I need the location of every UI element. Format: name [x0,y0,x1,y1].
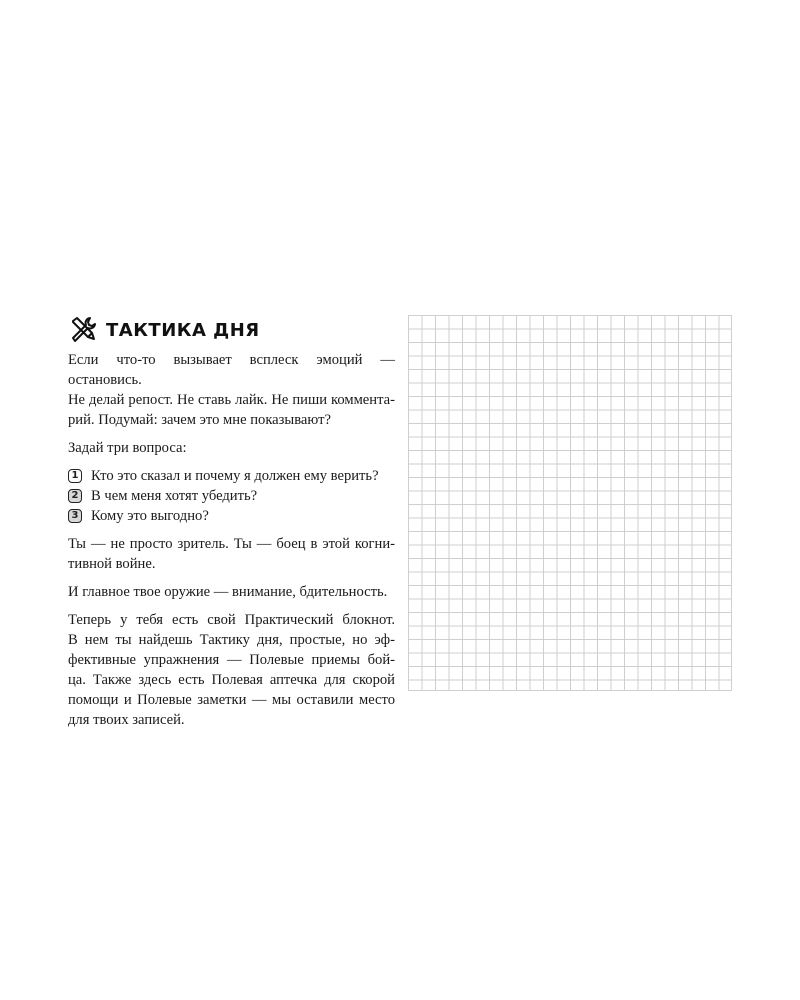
tools-icon [68,315,98,345]
number-two-icon: 2 [68,489,82,503]
intro-paragraph: Если что-то вызывает всплеск эмоций — остановись. Не делай репост. Не ставь лайк. Не пиши коммента- рий. Подумай: зачем это мне показывают? [68,352,395,428]
question-text: Кто это сказал и почему я должен ему верить? [91,468,379,484]
list-item [68,486,395,506]
questions-list [68,466,395,526]
section-heading [68,312,395,348]
fighter-paragraph: Ты — не просто зритель. Ты — боец в этой когни- тивной войне. [68,536,395,572]
question-text: В чем меня хотят убедить? [91,488,258,504]
notebook-paragraph: Теперь у тебя есть свой Практический блокнот. В нем ты найдешь Тактику дня, простые, но эф- фективные упражнения — Полевые приемы бой- ца. Также здесь есть Полевая аптечка для скорой помощи и Полевые заметки — мы оставили место для твоих записей. [68,612,395,728]
list-item [68,466,395,486]
tactic-of-day-section [68,312,395,738]
questions-label: Задай три вопроса: [68,440,187,456]
number-one-icon: 1 [68,469,82,483]
list-item [68,506,395,526]
question-text: Кому это выгодно? [91,508,209,524]
number-three-icon: 3 [68,509,82,523]
section-title: ТАКТИКА ДНЯ [106,319,260,341]
weapon-paragraph: И главное твое оружие — внимание, бдительность. [68,584,388,600]
notes-grid [408,315,732,691]
